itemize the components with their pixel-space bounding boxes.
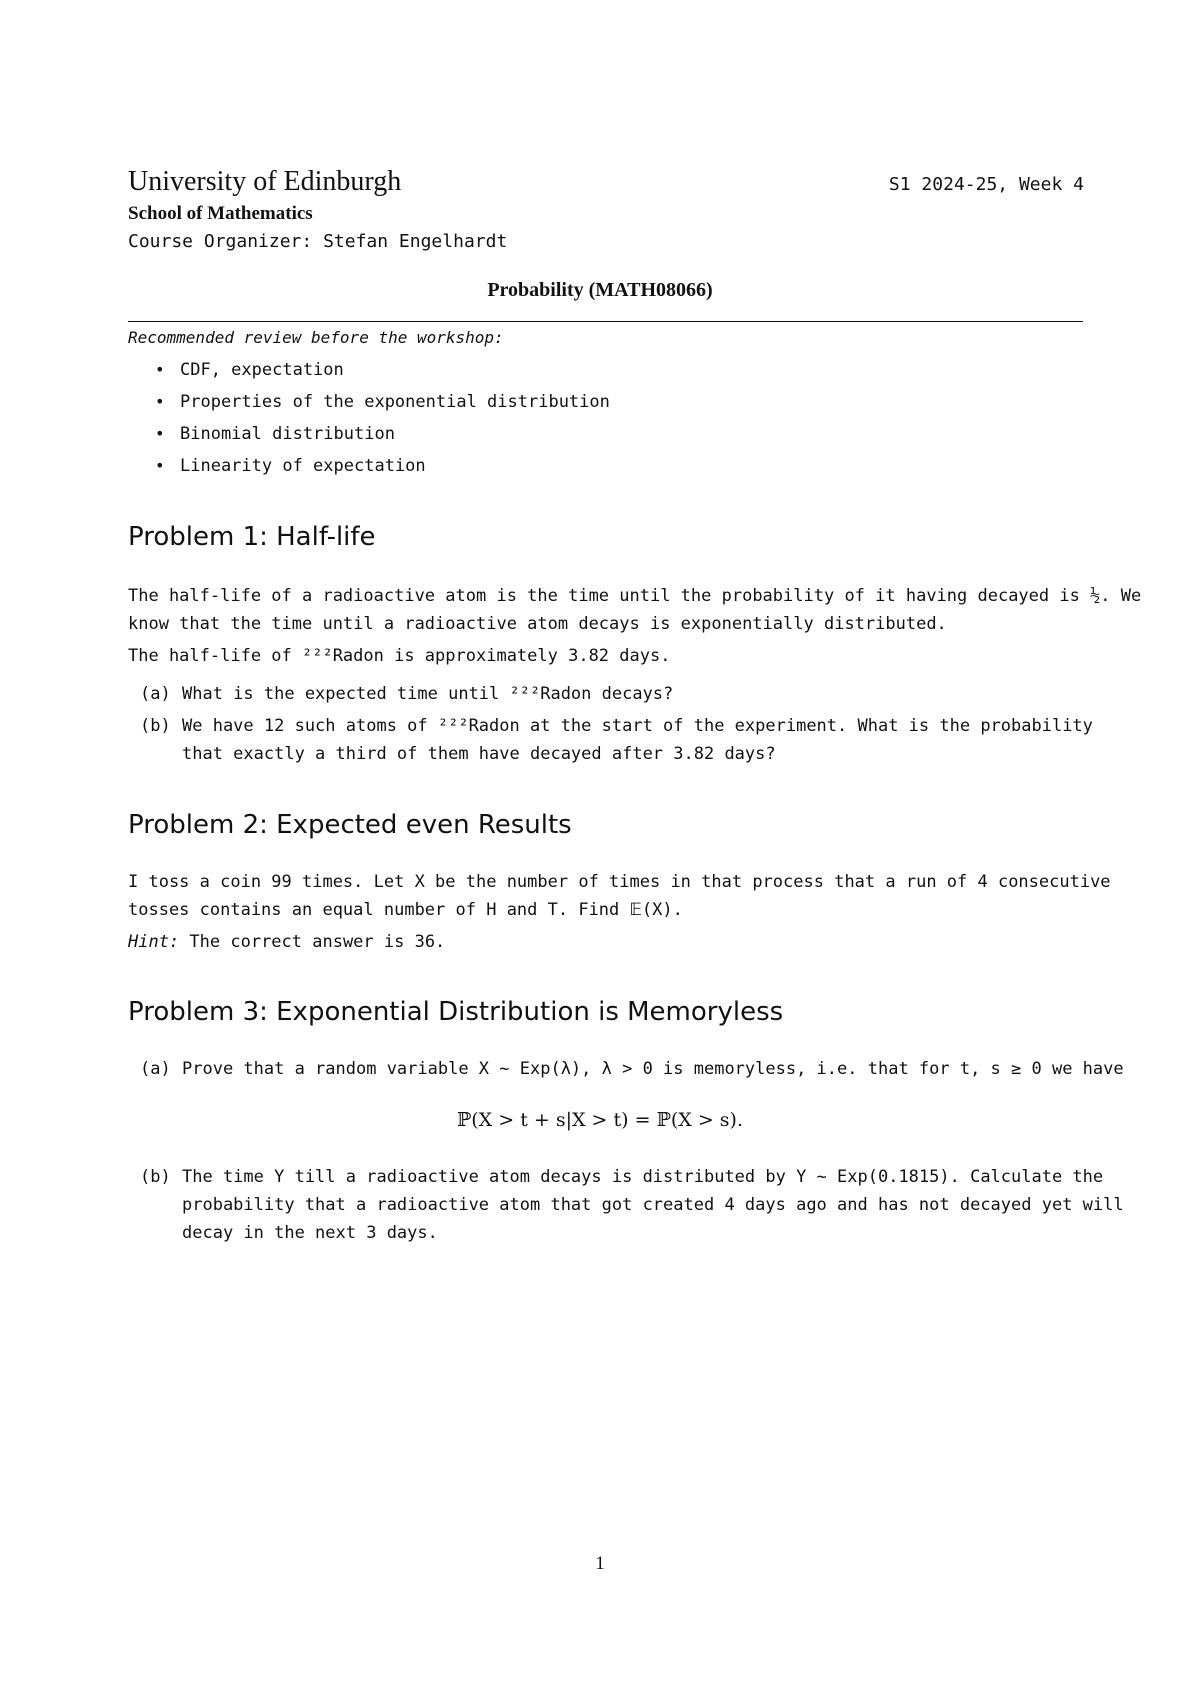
problem1-line: know that the time until a radioactive atom decays is exponentially distributed. <box>128 614 947 634</box>
hint-text: The correct answer is 36. <box>179 932 446 952</box>
problem2-hint <box>128 928 1083 956</box>
term-week-label: S1 2024-25, Week 4 <box>888 174 1084 195</box>
problem1-heading: Problem 1: Half-life <box>128 522 376 552</box>
problem2-line: I toss a coin 99 times. Let X be the number of times in that process that a run of 4 consecutive <box>128 872 1111 892</box>
review-item: • Properties of the exponential distribution <box>155 386 610 418</box>
problem1-line: The half-life of a radioactive atom is the time until the probability of it having decayed is ½. We <box>128 586 1142 606</box>
part-text: Prove that a random variable X ~ Exp(λ), λ > 0 is memoryless, i.e. that for t, s ≥ 0 we have <box>182 1059 1124 1079</box>
part-text: that exactly a third of them have decayed after 3.82 days? <box>182 744 776 764</box>
part-text: probability that a radioactive atom that got created 4 days ago and has not decayed yet will <box>182 1195 1124 1215</box>
part-label: (b) <box>140 1167 171 1187</box>
part-text: The time Y till a radioactive atom decays is distributed by Y ~ Exp(0.1815). Calculate the <box>182 1167 1104 1187</box>
review-list <box>155 354 610 482</box>
course-title: Probability (MATH08066) <box>487 279 713 301</box>
review-title: Recommended review before the workshop: <box>128 328 504 347</box>
memoryless-formula: ℙ(X > t + s|X > t) = ℙ(X > s). <box>456 1109 743 1131</box>
school-name: School of Mathematics <box>128 203 313 224</box>
course-organizer: Course Organizer: Stefan Engelhardt <box>128 231 508 252</box>
part-label: (a) <box>140 1059 171 1079</box>
problem1-line: The half-life of ²²²Radon is approximately 3.82 days. <box>128 646 671 666</box>
problem2-line: tosses contains an equal number of H and T. Find 𝔼(X). <box>128 900 683 920</box>
part-text: What is the expected time until ²²²Radon decays? <box>182 684 674 704</box>
hint-label: Hint: <box>128 932 180 952</box>
review-item: • Binomial distribution <box>155 418 610 450</box>
part-text: We have 12 such atoms of ²²²Radon at the start of the experiment. What is the probability <box>182 716 1093 736</box>
part-label: (b) <box>140 716 171 736</box>
problem2-text <box>128 868 1111 956</box>
part-text: decay in the next 3 days. <box>182 1223 438 1243</box>
header-divider <box>128 321 1083 322</box>
problem1-intro <box>128 582 1142 670</box>
page-number: 1 <box>595 1553 605 1574</box>
part-label: (a) <box>140 684 171 704</box>
problem3-heading: Problem 3: Exponential Distribution is Memoryless <box>128 997 784 1027</box>
review-item: • CDF, expectation <box>155 354 610 386</box>
university-title: University of Edinburgh <box>128 166 402 197</box>
review-item: • Linearity of expectation <box>155 450 610 482</box>
problem2-heading: Problem 2: Expected even Results <box>128 810 572 840</box>
